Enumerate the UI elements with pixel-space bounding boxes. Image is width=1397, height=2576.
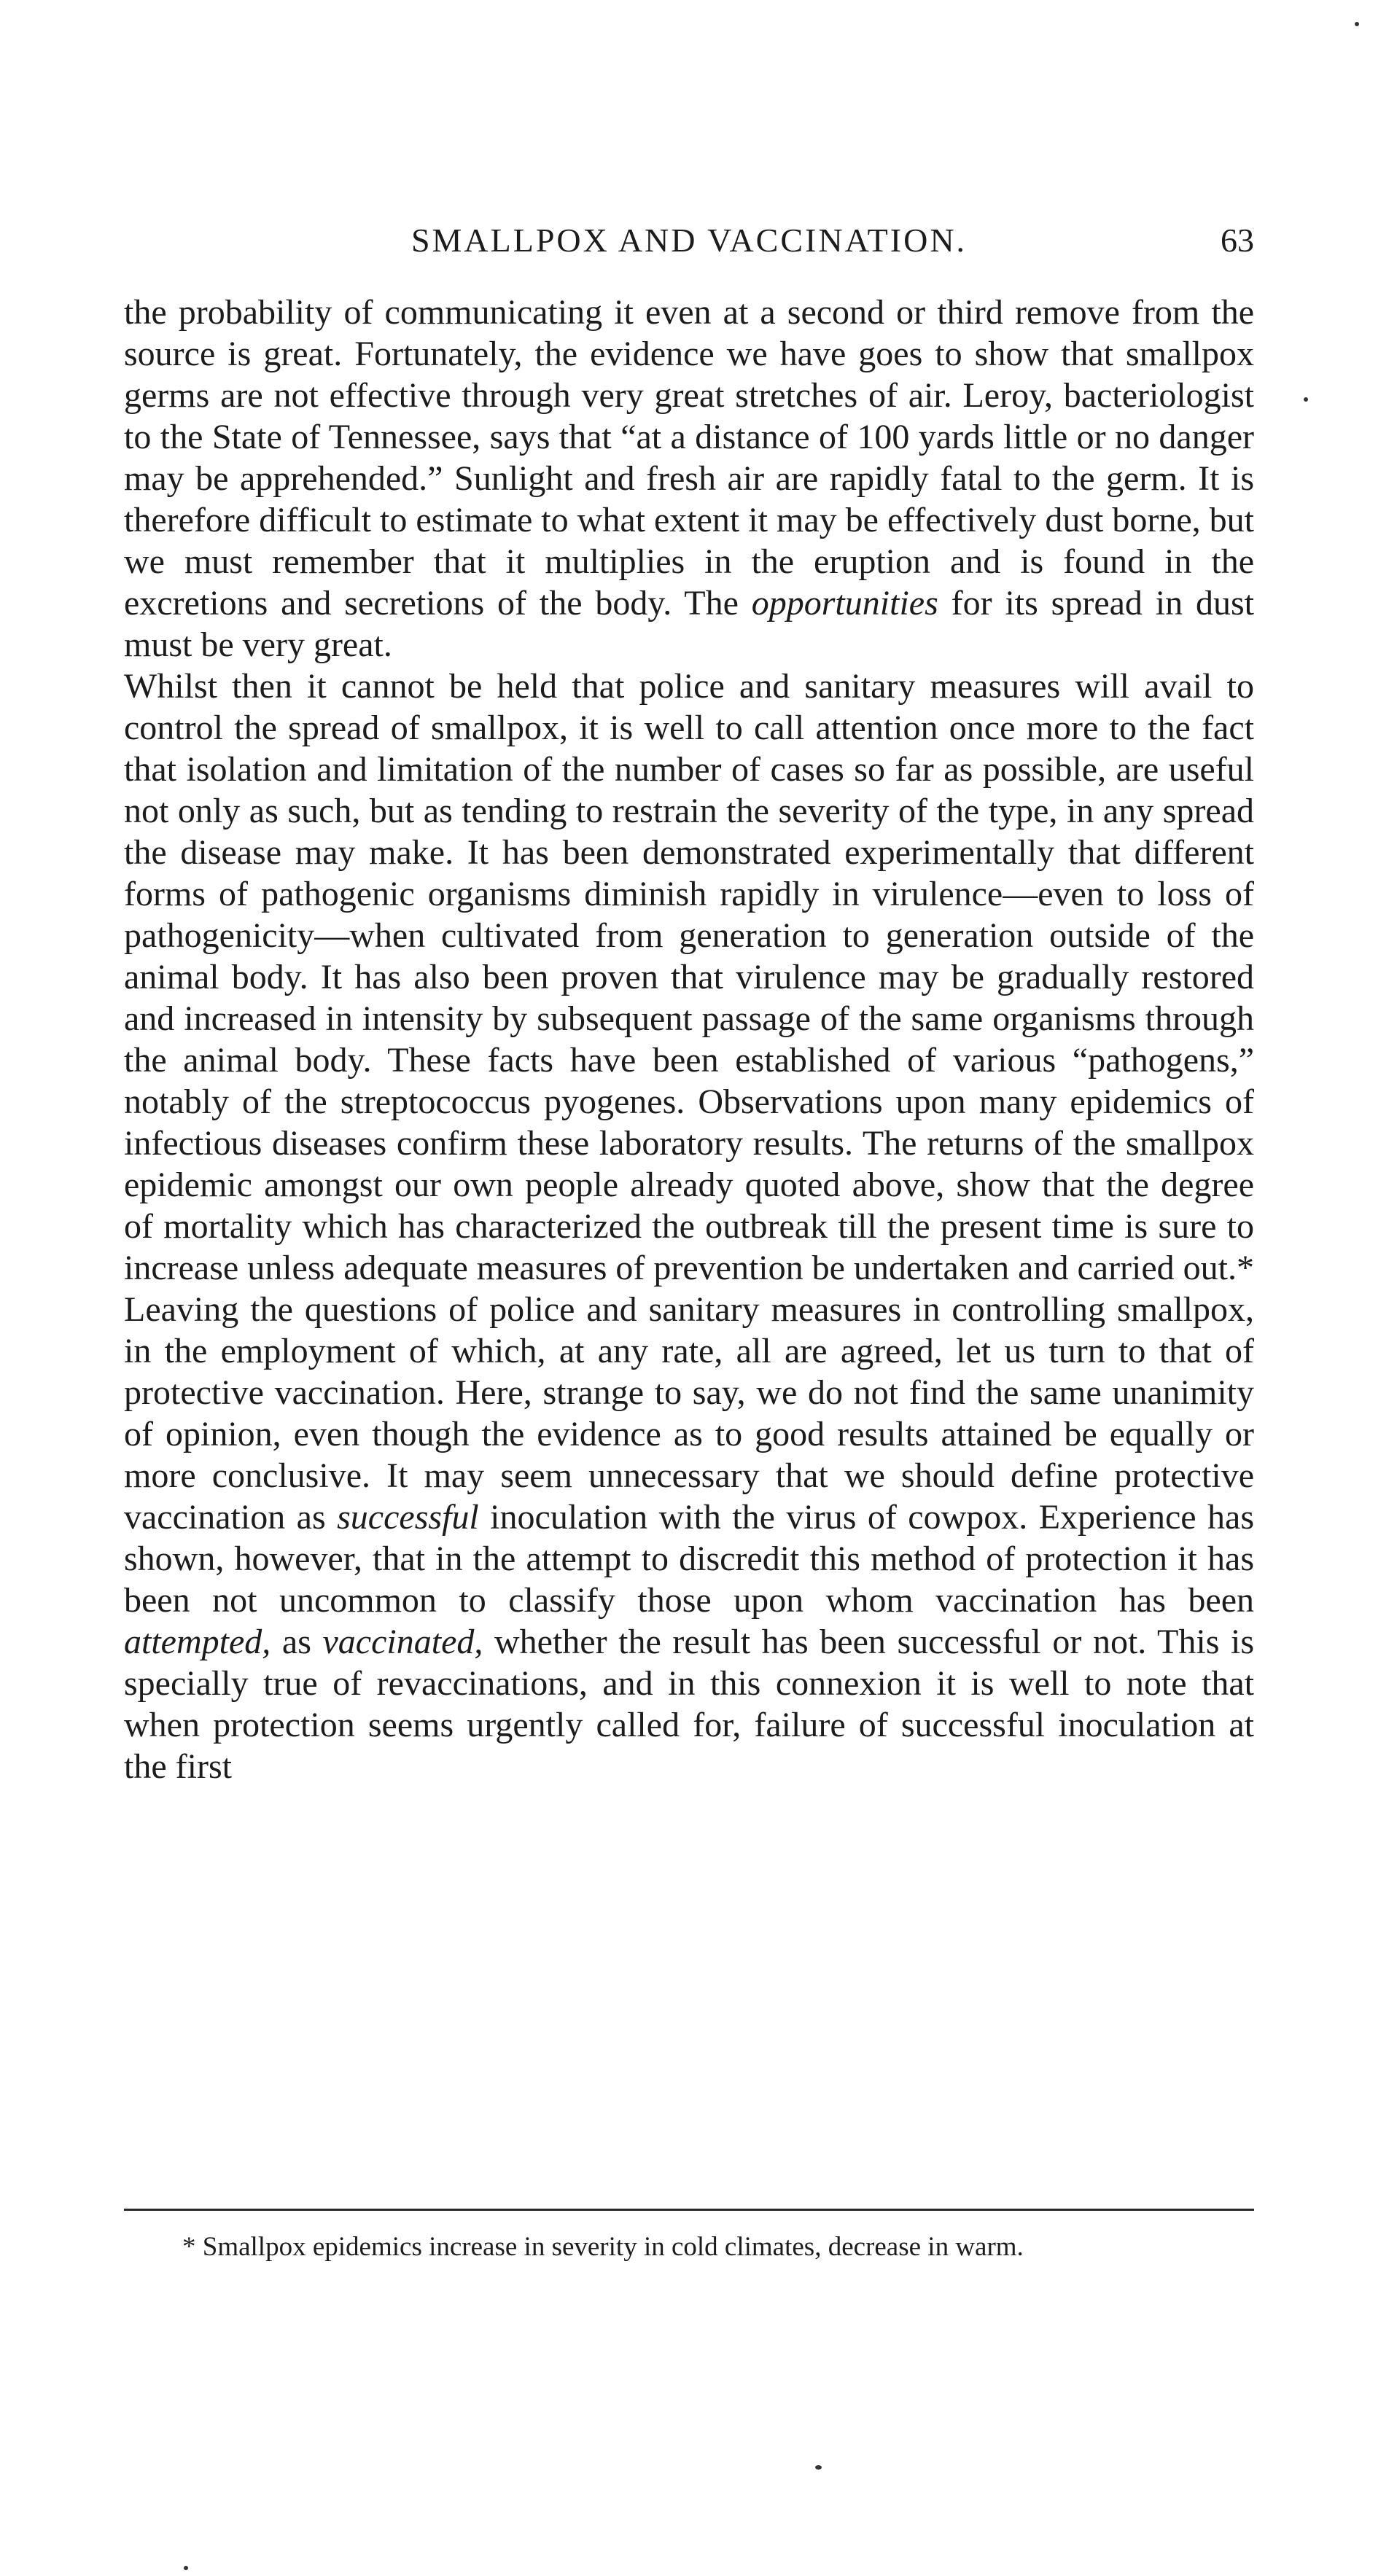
body-text: [124, 292, 1254, 1787]
page-number: 63: [1221, 222, 1254, 259]
running-head: [124, 215, 1254, 266]
paragraph: [124, 1289, 1254, 1787]
italic-run: opportunities: [751, 584, 938, 622]
footnote-rule: [124, 2209, 1254, 2211]
text-run: as: [271, 1623, 323, 1661]
print-speck: [815, 2465, 822, 2470]
text-run: Whilst then it cannot be held that police and sanitary measures will avail to control the spread of smallpox, it is well to call attention once more to the fact that isolation and limitation of the number of cases so far as possible, are useful not only as such, but as tending to restrain the severity of the type, in any spread the disease may make. It has been demonstrated experimentally that different forms of pathogenic organisms diminish rapidly in virulence—even to loss of pathogenicity—when cultivated from generation to generation outside of the animal body. It has also been proven that virulence may be gradually restored and increased in intensity by subsequent passage of the same organisms through the animal body. These facts have been established of various “pathogens,” notably of the streptococcus pyogenes. Observations upon many epidemics of infectious diseases confirm these laboratory results. The returns of the smallpox epidemic amongst our own people already quoted above, show that the degree of mortality which has characterized the outbreak till the present time is sure to increase unless adequate measures of prevention be undertaken and carried out.*: [124, 667, 1255, 1287]
print-speck: [1355, 22, 1359, 26]
paragraph: [124, 666, 1254, 1289]
running-title: SMALLPOX AND VACCINATION.: [410, 222, 968, 259]
print-speck: [1304, 397, 1308, 402]
text-run: Leaving the questions of police and sanitary measures in controlling smallpox, in the employment of which, at any rate, all are agreed, let us turn to that of protective vaccination. Here, strange to say, we do not find the same unanimity of opinion, even though the evidence as to good results attained be equally or more conclusive. It may seem unnecessary that we should define protective vaccination as: [124, 1290, 1254, 1537]
italic-run: vaccinated,: [322, 1623, 483, 1661]
footnote: * Smallpox epidemics increase in severity in cold climates, decrease in warm.: [182, 2232, 1024, 2262]
italic-run: successful: [337, 1498, 479, 1537]
italic-run: attempted,: [124, 1623, 271, 1661]
text-run: inoculation with the virus of cowpox. Experience has shown, however, that in the attempt to discredit this method of protection it has been not uncommon to classify those upon whom vaccination has been: [124, 1498, 1254, 1620]
print-speck: [184, 2566, 188, 2570]
text-run: whether the result has been successful or not. This is specially true of revaccinations, and in this connexion it is well to note that when protection seems urgently called for, failure of successful inoculation at the first: [124, 1623, 1255, 1786]
text-run: the probability of communicating it even at a second or third remove from the source is great. Fortunately, the evidence we have goes to show that smallpox germs are not effective through very great stretches of air. Leroy, bacteriologist to the State of Tennessee, says that “at a distance of 100 yards little or no danger may be apprehended.” Sunlight and fresh air are rapidly fatal to the germ. It is therefore difficult to estimate to what extent it may be effectively dust borne, but we must remember that it multiplies in the eruption and is found in the excretions and secretions of the body. The: [124, 293, 1254, 622]
paragraph: [124, 292, 1254, 666]
text-run: for its spread in dust must be very great.: [124, 584, 1254, 664]
